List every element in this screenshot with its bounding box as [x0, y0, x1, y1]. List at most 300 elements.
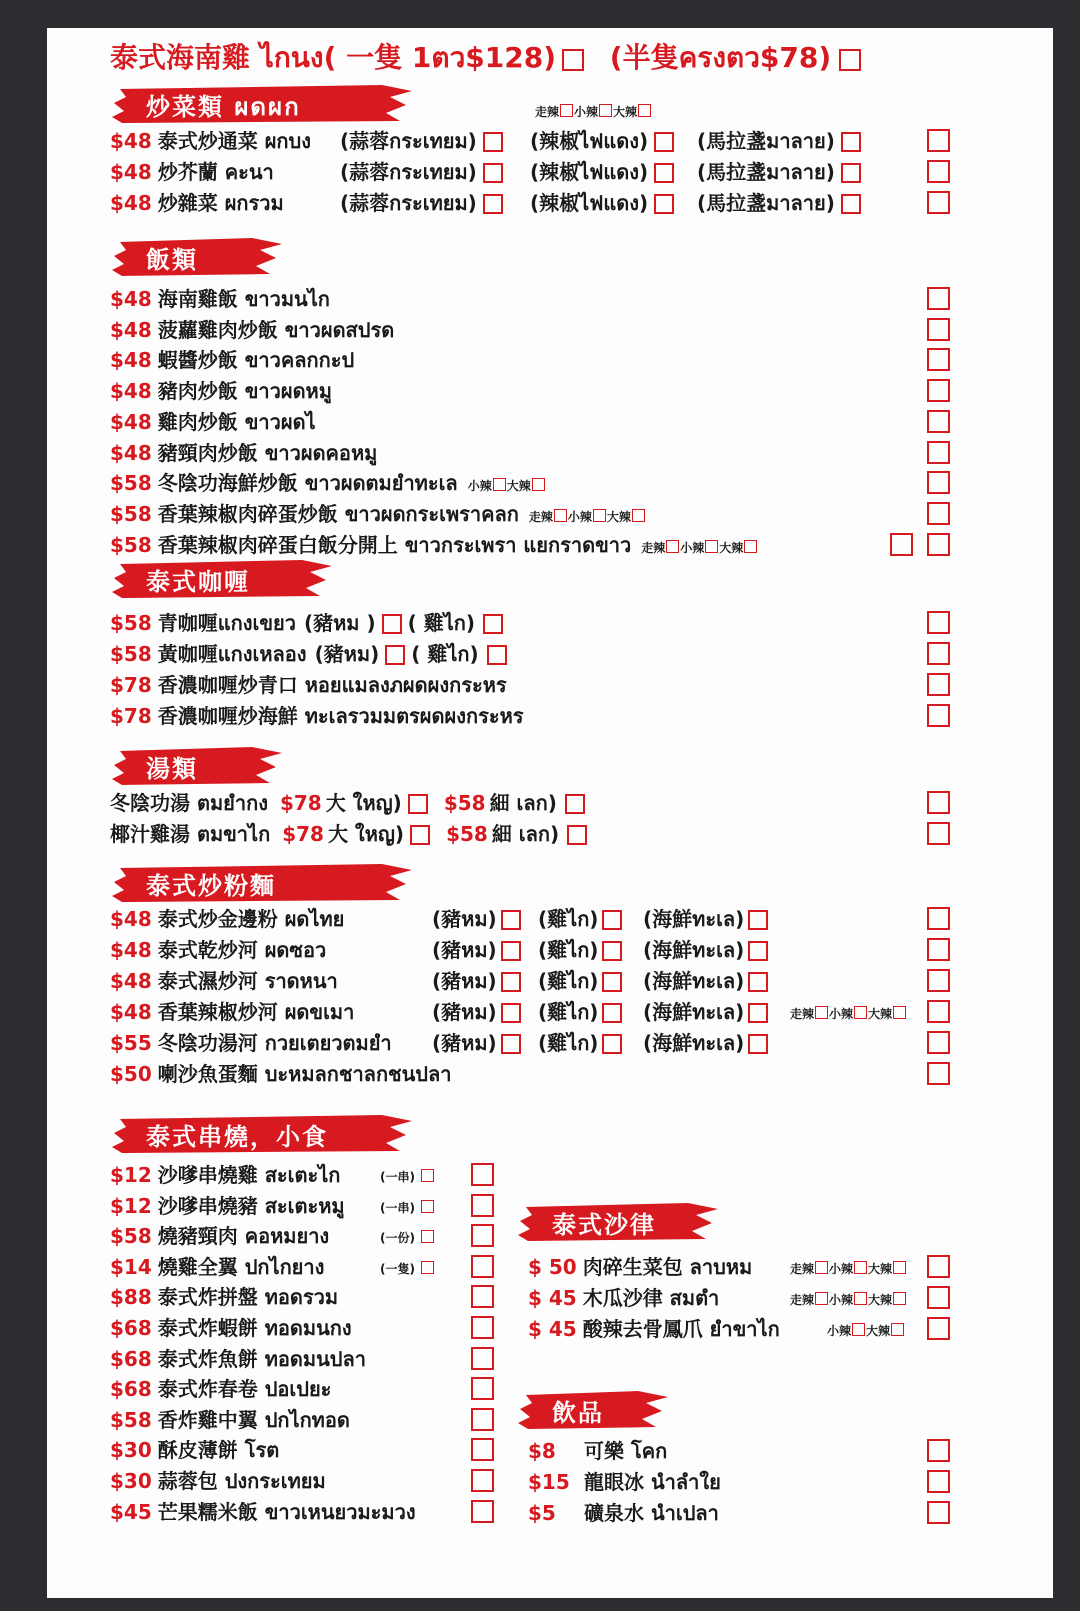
section-title: 飲品: [552, 1399, 604, 1427]
spice-options: [827, 1322, 905, 1339]
option-1: [530, 189, 676, 217]
item-name: 炒芥蘭 คะนา: [157, 160, 274, 184]
option-checkbox[interactable]: [501, 1003, 521, 1023]
spice-checkbox-hot[interactable]: [532, 478, 545, 491]
item-price: $48: [110, 191, 152, 215]
spice-label: 走辣: [790, 1262, 815, 1276]
item-name: 青咖喱แกงเขยว: [157, 611, 296, 635]
noodle-row: [110, 905, 344, 933]
curry-row: [110, 671, 507, 699]
big-label: 大 ใหญ): [325, 791, 402, 815]
item-price: $30: [110, 1438, 152, 1463]
option-label: (蒜蓉กระเทยม): [340, 191, 477, 215]
option-checkbox[interactable]: [487, 645, 507, 665]
item-price: $58: [110, 471, 152, 496]
option-1: [538, 998, 624, 1026]
unit-option: [380, 1260, 435, 1277]
order-checkbox[interactable]: [471, 1408, 494, 1431]
option-label: (豬หม): [432, 1000, 497, 1024]
order-checkbox[interactable]: [927, 1439, 950, 1462]
small-option: [444, 791, 557, 815]
unit-label: (一串): [380, 1170, 415, 1184]
spice-label: 走辣: [790, 1293, 815, 1307]
soup-row: [110, 820, 589, 848]
item-price: $ 45: [528, 1317, 577, 1341]
order-checkbox[interactable]: [927, 1000, 950, 1023]
banner-skewers: [112, 1113, 412, 1155]
drink-row: [528, 1468, 721, 1496]
order-checkbox[interactable]: [927, 611, 950, 634]
unit-checkbox[interactable]: [421, 1261, 434, 1274]
unit-label: (一串): [380, 1200, 415, 1215]
item-price: $15: [528, 1470, 570, 1494]
option-0: [340, 158, 505, 186]
item-name: 芒果糯米飯 ขาวเหนยวมะมวง: [157, 1499, 416, 1524]
option-checkbox[interactable]: [748, 910, 768, 930]
order-checkbox[interactable]: [927, 471, 950, 494]
spice-checkbox-mild[interactable]: [854, 1292, 867, 1305]
section-title: 泰式串燒，小食: [146, 1123, 328, 1151]
order-checkbox[interactable]: [471, 1224, 494, 1247]
unit-checkbox[interactable]: [421, 1169, 434, 1182]
big-option: [282, 822, 404, 846]
salad-row: [528, 1284, 719, 1312]
item-name: 海南雞飯 ขาวมนไก: [157, 287, 330, 311]
option-2: [643, 1029, 770, 1057]
order-checkbox[interactable]: [471, 1316, 494, 1339]
option-0: [432, 905, 523, 933]
item-price: $48: [110, 409, 152, 434]
spice-label: 大辣: [506, 479, 531, 494]
order-checkbox[interactable]: [471, 1469, 494, 1492]
unit-checkbox[interactable]: [421, 1230, 434, 1243]
option-label: (豬หม): [432, 969, 497, 993]
spice-checkbox-mild[interactable]: [493, 478, 506, 491]
order-checkbox[interactable]: [471, 1194, 494, 1217]
item-name: 泰式炒金邊粉 ผดไทย: [157, 907, 345, 931]
order-checkbox[interactable]: [471, 1285, 494, 1308]
item-name: 礦泉水 นำเปลา: [584, 1501, 719, 1525]
option-2: [697, 158, 863, 186]
option-checkbox[interactable]: [602, 1003, 622, 1023]
big-checkbox[interactable]: [410, 825, 430, 845]
item-name: 炒雜菜 ผกรวม: [157, 191, 284, 215]
option-checkbox[interactable]: [748, 1034, 768, 1054]
spice-label: 小辣: [827, 1324, 852, 1338]
item-price: $48: [110, 1000, 152, 1024]
spice-checkbox-hot[interactable]: [632, 509, 645, 522]
order-checkbox[interactable]: [927, 673, 950, 696]
order-checkbox[interactable]: [927, 441, 950, 464]
option-label: ( 雞ไก): [411, 642, 479, 666]
option-label: (海鮮ทะเล): [643, 938, 745, 962]
item-name: 香濃咖喱炒海鮮 ทะเลรวมมตรผดผงกระหร: [157, 704, 524, 728]
option-checkbox[interactable]: [501, 972, 521, 992]
spice-label: 小辣: [567, 509, 592, 524]
order-checkbox[interactable]: [471, 1347, 494, 1370]
option-label: (辣椒ไฟแดง): [530, 160, 649, 184]
header-title: 泰式海南雞 ไกนง( 一隻 1ตว$128) (半隻ครงตว$78): [110, 36, 863, 80]
skewer-row: [110, 1436, 279, 1464]
small-checkbox[interactable]: [565, 794, 585, 814]
option-2: [643, 936, 770, 964]
item-name: 蝦醬炒飯 ขาวคลกกะป: [157, 348, 355, 373]
item-price: $30: [110, 1469, 152, 1493]
option-2: [643, 905, 770, 933]
option-2: [697, 127, 863, 155]
stirfry-row: [110, 127, 311, 155]
option-label: (雞ไก): [538, 969, 599, 993]
item-price: $48: [110, 160, 152, 184]
stirfry-row: [110, 158, 274, 186]
big-checkbox[interactable]: [408, 794, 428, 814]
spice-checkbox-mild[interactable]: [599, 104, 612, 117]
spice-label: 大辣: [868, 1293, 893, 1307]
salad-row: [528, 1253, 752, 1281]
banner-soup: [112, 745, 282, 787]
rice-row: [110, 469, 546, 497]
skewer-row: [110, 1467, 326, 1495]
order-checkbox[interactable]: [927, 1501, 950, 1524]
spice-label: 大辣: [606, 509, 631, 524]
spice-label: 大辣: [868, 1007, 893, 1021]
item-price: $48: [110, 440, 152, 465]
order-checkbox[interactable]: [927, 160, 950, 183]
option-checkbox[interactable]: [654, 194, 674, 214]
option-checkbox[interactable]: [602, 910, 622, 930]
order-checkbox[interactable]: [471, 1163, 494, 1186]
option-checkbox[interactable]: [501, 910, 521, 930]
spice-options: [790, 1260, 907, 1277]
spice-label: 走辣: [641, 540, 666, 555]
option-1: [530, 127, 676, 155]
option-checkbox[interactable]: [748, 972, 768, 992]
item-price: $48: [110, 287, 152, 311]
curry-row: [110, 702, 524, 730]
order-checkbox[interactable]: [927, 1031, 950, 1054]
order-checkbox[interactable]: [927, 822, 950, 845]
option-checkbox[interactable]: [654, 163, 674, 183]
skewer-row: [110, 1192, 345, 1220]
spice-checkbox-mild[interactable]: [854, 1261, 867, 1274]
spice-checkbox-none[interactable]: [560, 104, 573, 117]
small-checkbox[interactable]: [567, 825, 587, 845]
item-name: 泰式濕炒河 ราดหนา: [157, 969, 338, 993]
order-checkbox[interactable]: [927, 969, 950, 992]
order-checkbox[interactable]: [927, 348, 950, 371]
item-price: $68: [110, 1316, 152, 1340]
option-checkbox[interactable]: [748, 1003, 768, 1023]
option-0: [432, 998, 523, 1026]
drink-row: [528, 1437, 667, 1465]
item-name: 泰式乾炒河 ผดซอว: [157, 938, 327, 962]
spice-checkbox-none[interactable]: [815, 1006, 828, 1019]
item-name: 木瓜沙律 สมตำ: [582, 1286, 720, 1310]
section-title: 湯類: [146, 755, 198, 783]
option-checkbox[interactable]: [602, 1034, 622, 1054]
option-label: (海鮮ทะเล): [643, 907, 745, 931]
order-checkbox[interactable]: [927, 1255, 950, 1278]
option-0: [432, 967, 523, 995]
option-checkbox[interactable]: [748, 941, 768, 961]
item-name: 蒜蓉包 ปงกระเทยม: [157, 1469, 326, 1493]
spice-checkbox-mild[interactable]: [852, 1323, 865, 1336]
item-price: $8: [528, 1439, 556, 1463]
order-checkbox[interactable]: [927, 1286, 950, 1309]
option-checkbox[interactable]: [483, 163, 503, 183]
option-1: [538, 905, 624, 933]
item-name: 喇沙魚蛋麵 บะหมลกชาลกชนปลา: [157, 1062, 452, 1086]
banner-rice: [112, 236, 282, 278]
spice-options: [790, 1291, 907, 1308]
option-checkbox[interactable]: [841, 194, 861, 214]
spice-checkbox-none[interactable]: [815, 1292, 828, 1305]
item-price: $58: [110, 642, 152, 666]
spice-checkbox-hot[interactable]: [891, 1323, 904, 1336]
small-label: 細 เลก): [491, 822, 560, 846]
rice-row: [110, 316, 394, 344]
order-checkbox[interactable]: [927, 379, 950, 402]
option-checkbox[interactable]: [483, 194, 503, 214]
option-0: [432, 936, 523, 964]
banner-salad: [518, 1201, 718, 1243]
option-1: [538, 1029, 624, 1057]
item-name: 泰式炸魚餅 ทอดมนปลา: [157, 1346, 366, 1371]
option-checkbox[interactable]: [602, 941, 622, 961]
order-checkbox[interactable]: [927, 1317, 950, 1340]
item-price: $58: [110, 501, 152, 526]
option-checkbox[interactable]: [382, 614, 402, 634]
big-price: $78: [282, 822, 324, 846]
order-checkbox[interactable]: [927, 502, 950, 525]
item-name: 香炸雞中翼 ปกไกทอด: [157, 1407, 350, 1432]
option-label: (豬หม): [432, 1031, 497, 1055]
order-checkbox[interactable]: [927, 533, 950, 556]
option-checkbox[interactable]: [501, 1034, 521, 1054]
item-price: $78: [110, 673, 152, 697]
item-price: $48: [110, 907, 152, 931]
item-name: 香葉辣椒炒河 ผดขเมา: [157, 1000, 355, 1024]
noodle-row: [110, 936, 326, 964]
item-name: 龍眼冰 นำลำใย: [584, 1470, 721, 1494]
option-checkbox[interactable]: [483, 614, 503, 634]
spice-label: 小辣: [574, 105, 599, 119]
spice-options: [790, 1005, 907, 1022]
order-checkbox[interactable]: [927, 938, 950, 961]
skewer-row: [110, 1283, 338, 1311]
separate-checkbox[interactable]: [890, 533, 913, 556]
option-label: (蒜蓉กระเทยม): [340, 129, 477, 153]
item-price: $48: [110, 348, 152, 373]
order-checkbox[interactable]: [927, 129, 950, 152]
unit-label: (一隻): [380, 1261, 415, 1276]
item-price: $68: [110, 1377, 152, 1402]
skewer-row: [110, 1253, 324, 1281]
item-name: 燒豬頸肉 คอหมยาง: [157, 1224, 330, 1249]
item-price: $88: [110, 1285, 152, 1310]
small-price: $58: [443, 791, 486, 815]
order-checkbox[interactable]: [927, 287, 950, 310]
option-label: (辣椒ไฟแดง): [530, 191, 649, 215]
option-1: [538, 936, 624, 964]
option-label: ( 雞ไก): [407, 611, 476, 635]
noodle-row: [110, 1060, 451, 1088]
option-label: (雞ไก): [538, 938, 599, 962]
item-price: $48: [110, 938, 152, 962]
spice-label: 大辣: [719, 540, 744, 555]
option-checkbox[interactable]: [654, 132, 674, 152]
big-option: [280, 791, 402, 815]
order-checkbox[interactable]: [927, 642, 950, 665]
item-name: 泰式炸春卷 ปอเปยะ: [157, 1377, 332, 1402]
item-price: $50: [110, 1062, 152, 1086]
skewer-row: [110, 1161, 340, 1189]
banner-noodles: [112, 862, 412, 904]
rice-row: [110, 377, 332, 405]
option-label: (雞ไก): [538, 1031, 599, 1055]
spice-label: 大辣: [613, 105, 638, 119]
skewer-row: [110, 1498, 416, 1526]
spice-checkbox-hot[interactable]: [893, 1261, 906, 1274]
option-0: [432, 1029, 523, 1057]
spice-checkbox-none[interactable]: [815, 1261, 828, 1274]
item-price: $14: [110, 1254, 152, 1279]
half-chicken-checkbox[interactable]: [839, 49, 861, 71]
section-title: 泰式沙律: [552, 1211, 656, 1239]
item-price: $68: [110, 1346, 152, 1371]
banner-curry: [112, 558, 332, 600]
spice-label: 小辣: [467, 479, 492, 494]
order-checkbox[interactable]: [471, 1438, 494, 1461]
spice-label: 走辣: [790, 1007, 815, 1021]
skewer-row: [110, 1222, 329, 1250]
item-name: 香葉辣椒肉碎蛋炒飯 ขาวผดกระเพราคลก: [157, 501, 519, 526]
order-checkbox[interactable]: [927, 1062, 950, 1085]
item-price: $ 45: [528, 1286, 577, 1310]
small-option: [446, 822, 559, 846]
option-checkbox[interactable]: [501, 941, 521, 961]
rice-row: [110, 346, 354, 374]
skewer-row: [110, 1375, 331, 1403]
item-name: 豬肉炒飯 ขาวผดหมู: [157, 379, 332, 404]
spice-checkbox-hot[interactable]: [893, 1292, 906, 1305]
option-checkbox[interactable]: [841, 132, 861, 152]
skewer-row: [110, 1345, 366, 1373]
item-name: 泰式炸蝦餅 ทอดมนกง: [157, 1316, 352, 1340]
stirfry-spice-options: [535, 103, 652, 120]
unit-option: [380, 1229, 435, 1246]
option-checkbox[interactable]: [385, 645, 405, 665]
soup-row: [110, 789, 587, 817]
section-title: 飯類: [146, 246, 198, 274]
item-price: $48: [110, 317, 152, 342]
item-name: 冬陰功海鮮炒飯 ขาวผดตมยำทะเล: [157, 471, 458, 496]
option-2: [643, 967, 770, 995]
item-name: 菠蘿雞肉炒飯 ขาวผดสปรด: [157, 317, 395, 342]
unit-checkbox[interactable]: [421, 1200, 434, 1213]
section-title: 泰式炒粉麵: [146, 872, 276, 900]
option-label: (馬拉盞มาลาย): [697, 129, 835, 153]
order-checkbox[interactable]: [927, 191, 950, 214]
item-name: 燒雞全翼 ปกไกยาง: [157, 1254, 325, 1279]
spice-label: 小辣: [829, 1293, 854, 1307]
section-title: 炒菜類 ผดผก: [146, 93, 301, 121]
order-checkbox[interactable]: [927, 318, 950, 341]
unit-option: [380, 1199, 435, 1216]
spice-options: [641, 541, 758, 555]
option-label: (豬หม): [432, 938, 497, 962]
item-price: $58: [110, 1407, 152, 1432]
order-checkbox[interactable]: [927, 791, 950, 814]
spice-checkbox-hot[interactable]: [638, 104, 651, 117]
curry-row: [110, 640, 509, 668]
option-1: [538, 967, 624, 995]
section-title: 泰式咖喱: [146, 568, 250, 596]
skewer-row: [110, 1314, 352, 1342]
option-0: [340, 189, 505, 217]
option-label: (海鮮ทะเล): [643, 1031, 745, 1055]
option-checkbox[interactable]: [841, 163, 861, 183]
item-name: 泰式炒通菜 ผกบง: [157, 129, 312, 153]
option-checkbox[interactable]: [483, 132, 503, 152]
item-name: 可樂 โคก: [584, 1439, 668, 1463]
option-checkbox[interactable]: [602, 972, 622, 992]
spice-label: 走辣: [535, 105, 560, 119]
noodle-row: [110, 1029, 392, 1057]
spice-checkbox-none[interactable]: [554, 509, 567, 522]
item-name: 冬陰功湯河 กวยเตยวตมยำ: [157, 1031, 392, 1055]
spice-checkbox-none[interactable]: [666, 540, 679, 553]
spice-label: 小辣: [829, 1262, 854, 1276]
item-price: $12: [110, 1193, 152, 1218]
drink-row: [528, 1499, 719, 1527]
spice-checkbox-mild[interactable]: [854, 1006, 867, 1019]
spice-label: 走辣: [528, 509, 553, 524]
spice-checkbox-mild[interactable]: [593, 509, 606, 522]
banner-drinks: [518, 1389, 668, 1431]
item-price: $58: [110, 532, 152, 557]
item-price: $45: [110, 1499, 152, 1524]
spice-label: 大辣: [868, 1262, 893, 1276]
spice-checkbox-hot[interactable]: [893, 1006, 906, 1019]
option-label: (馬拉盞มาลาย): [697, 191, 835, 215]
whole-chicken-checkbox[interactable]: [562, 49, 584, 71]
noodle-row: [110, 998, 354, 1026]
order-checkbox[interactable]: [471, 1255, 494, 1278]
order-checkbox[interactable]: [471, 1377, 494, 1400]
spice-checkbox-hot[interactable]: [744, 540, 757, 553]
order-checkbox[interactable]: [471, 1500, 494, 1523]
item-name: 豬頸肉炒飯 ขาวผดคอหมู: [157, 440, 378, 465]
item-price: $55: [110, 1031, 152, 1055]
item-name: 香葉辣椒肉碎蛋白飯分開上 ขาวกระเพรา แยกราดขาว: [157, 532, 632, 557]
item-price: $ 50: [528, 1255, 577, 1279]
order-checkbox[interactable]: [927, 704, 950, 727]
spice-checkbox-mild[interactable]: [705, 540, 718, 553]
order-checkbox[interactable]: [927, 410, 950, 433]
order-checkbox[interactable]: [927, 1470, 950, 1493]
item-name: 沙嗲串燒豬 สะเตะหมู: [157, 1193, 345, 1218]
item-price: $78: [110, 704, 152, 728]
option-label: (海鮮ทะเล): [643, 1000, 745, 1024]
item-price: $5: [528, 1501, 556, 1525]
item-price: $58: [110, 1224, 152, 1249]
item-name: 泰式炸拼盤 ทอดรวม: [157, 1285, 339, 1310]
option-1: [530, 158, 676, 186]
spice-label: 大辣: [866, 1324, 891, 1338]
item-name: 香濃咖喱炒青口 หอยแมลงภผดผงกระหร: [157, 673, 507, 697]
order-checkbox[interactable]: [927, 907, 950, 930]
